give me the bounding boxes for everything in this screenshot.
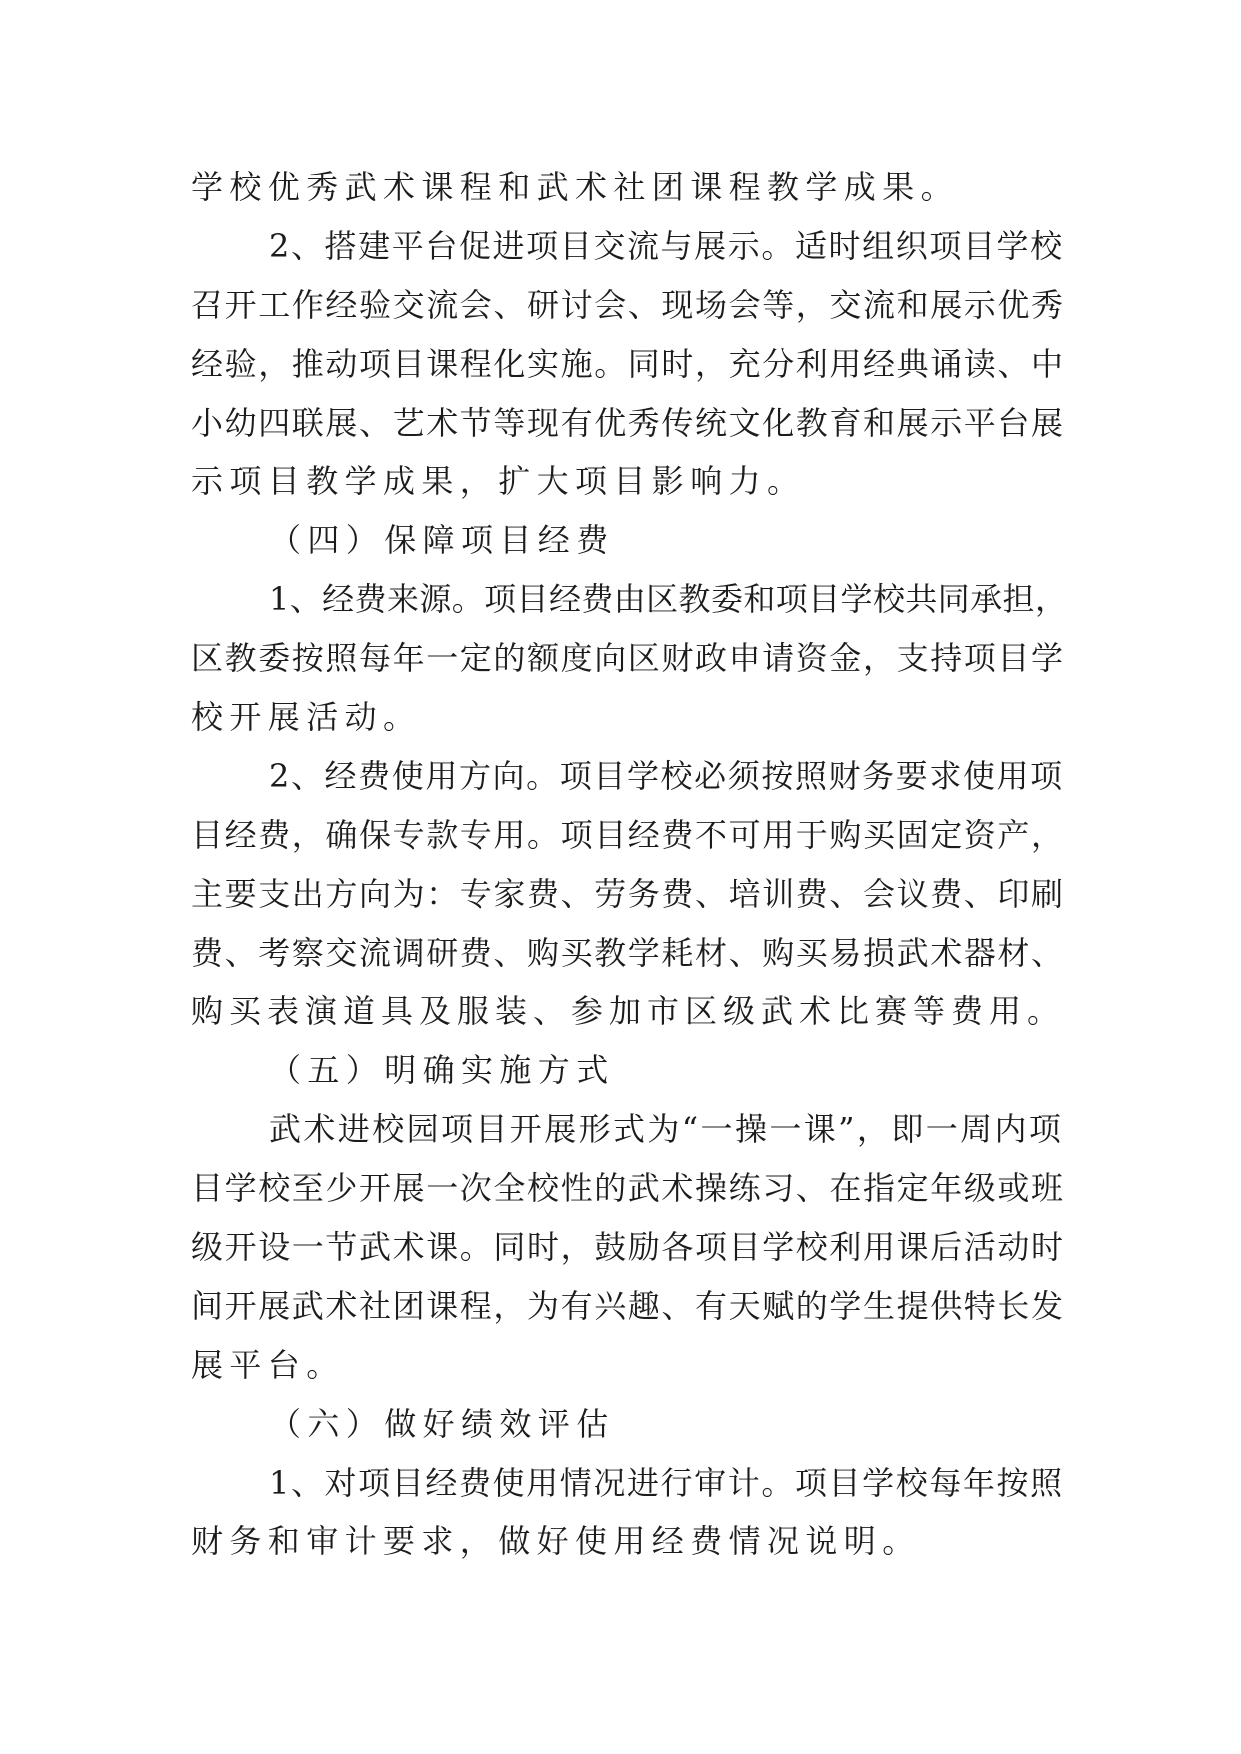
text-line: 1、经费来源。项目经费由区教委和项目学校共同承担， <box>269 580 1068 619</box>
text-line: 2、搭建平台促进项目交流与展示。适时组织项目学校 <box>269 226 1064 265</box>
text-line: 2、经费使用方向。项目学校必须按照财务要求使用项 <box>269 756 1064 795</box>
text-line: 费、考察交流调研费、购买教学耗材、购买易损武术器材、 <box>191 933 1065 972</box>
document-body <box>191 158 1071 1571</box>
text-line: 目学校至少开展一次全校性的武术操练习、在指定年级或班 <box>191 1169 1065 1208</box>
text-line: 学校优秀武术课程和武术社团课程教学成果。 <box>191 168 960 206</box>
text-line: 小幼四联展、艺术节等现有优秀传统文化教育和展示平台展 <box>191 403 1065 442</box>
text-line: 展平台。 <box>191 1345 345 1384</box>
text-line: 校开展活动。 <box>191 698 422 737</box>
text-line: 间开展武术社团课程，为有兴趣、有天赋的学生提供特长发 <box>191 1286 1065 1325</box>
text-line: 示项目教学成果，扩大项目影响力。 <box>191 462 806 501</box>
text-line: 购买表演道具及服装、参加市区级武术比赛等费用。 <box>191 992 1066 1031</box>
text-line: 目经费，确保专款专用。项目经费不可用于购买固定资产， <box>191 815 1065 854</box>
text-line: 级开设一节武术课。同时，鼓励各项目学校利用课后活动时 <box>191 1228 1065 1267</box>
text-line: 武术进校园项目开展形式为“一操一课”，即一周内项 <box>269 1110 1064 1149</box>
text-line: 区教委按照每年一定的额度向区财政申请资金，支持项目学 <box>191 639 1065 678</box>
section-heading: （六）做好绩效评估 <box>269 1404 615 1443</box>
text-line: 经验，推动项目课程化实施。同时，充分利用经典诵读、中 <box>191 344 1065 383</box>
text-line: 1、对项目经费使用情况进行审计。项目学校每年按照 <box>269 1463 1064 1502</box>
text-line: 财务和审计要求，做好使用经费情况说明。 <box>191 1522 921 1561</box>
text-line: 召开工作经验交流会、研讨会、现场会等，交流和展示优秀 <box>191 285 1065 324</box>
section-heading: （五）明确实施方式 <box>269 1051 615 1090</box>
section-heading: （四）保障项目经费 <box>269 521 615 560</box>
text-line: 主要支出方向为：专家费、劳务费、培训费、会议费、印刷 <box>191 874 1065 913</box>
